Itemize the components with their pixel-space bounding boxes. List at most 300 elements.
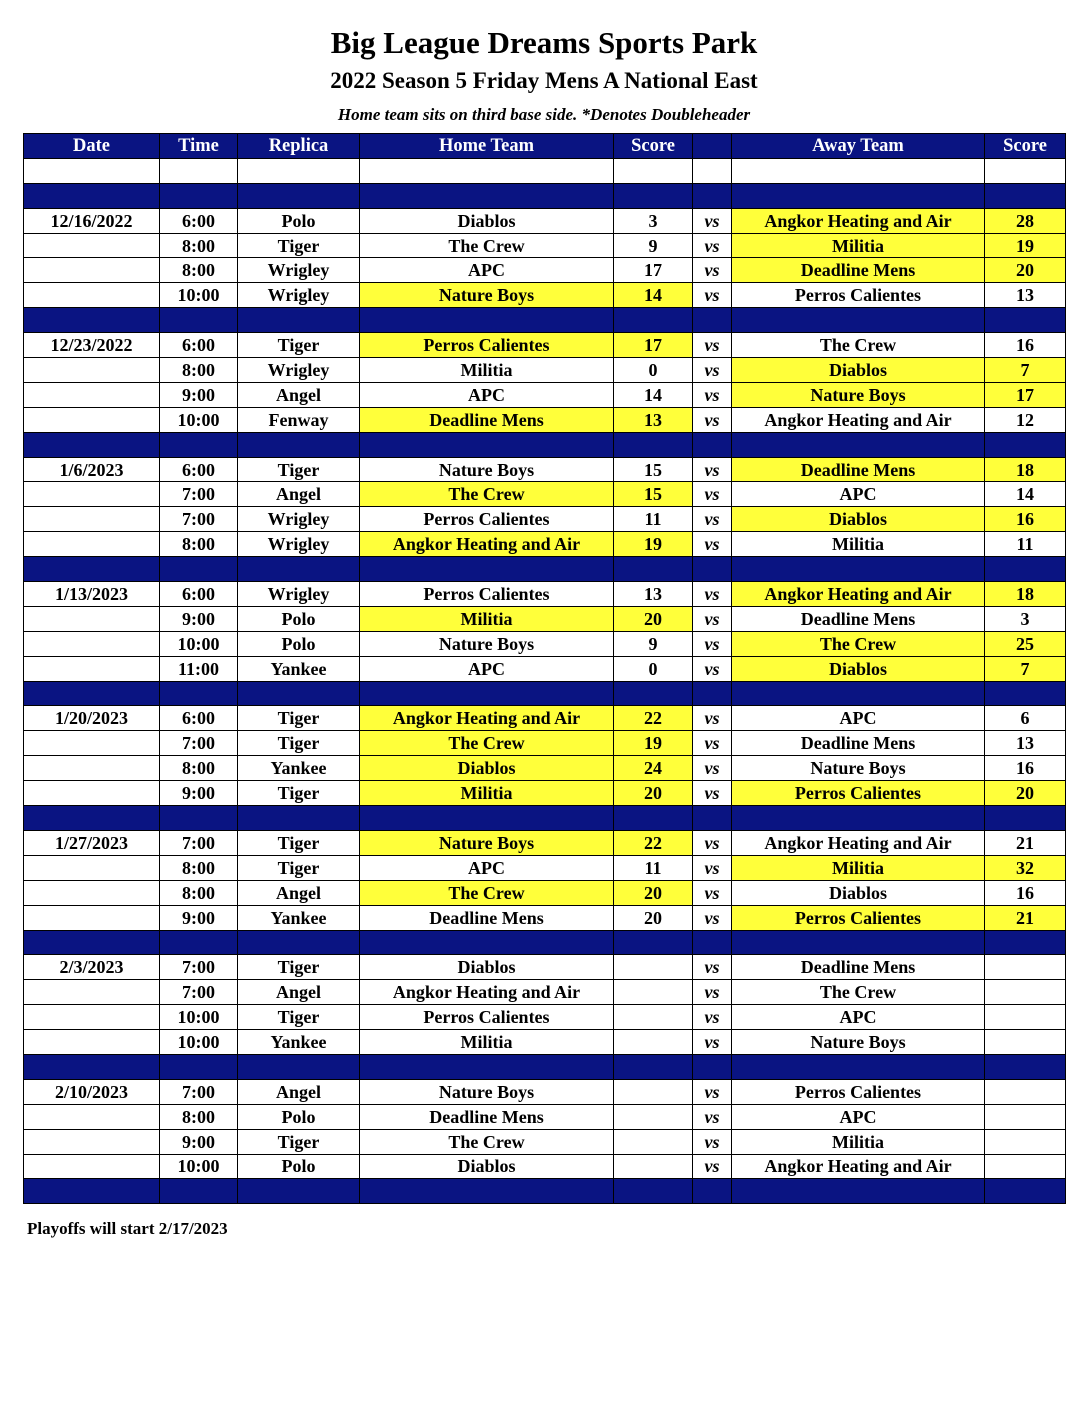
- home-team: Militia: [360, 606, 614, 631]
- game-row: [24, 706, 1066, 731]
- home-score: [614, 1030, 693, 1055]
- game-date: [24, 283, 160, 308]
- game-row: [24, 507, 1066, 532]
- game-time: 7:00: [160, 482, 238, 507]
- home-team: Angkor Heating and Air: [360, 706, 614, 731]
- game-time: 8:00: [160, 880, 238, 905]
- home-score: 24: [614, 756, 693, 781]
- separator-row: [24, 930, 1066, 955]
- vs-label: vs: [693, 955, 732, 980]
- game-field: Polo: [238, 1104, 360, 1129]
- home-team: Perros Calientes: [360, 1005, 614, 1030]
- home-team: Deadline Mens: [360, 1104, 614, 1129]
- home-score: 14: [614, 283, 693, 308]
- game-time: 7:00: [160, 731, 238, 756]
- home-team: Angkor Heating and Air: [360, 980, 614, 1005]
- game-time: 8:00: [160, 532, 238, 557]
- game-time: 8:00: [160, 756, 238, 781]
- game-time: 9:00: [160, 1129, 238, 1154]
- game-date: [24, 1104, 160, 1129]
- game-row: [24, 1005, 1066, 1030]
- vs-label: vs: [693, 905, 732, 930]
- game-time: 8:00: [160, 358, 238, 383]
- game-row: [24, 283, 1066, 308]
- vs-label: vs: [693, 358, 732, 383]
- vs-label: vs: [693, 1079, 732, 1104]
- game-field: Tiger: [238, 781, 360, 806]
- away-team: APC: [732, 1104, 985, 1129]
- game-date: [24, 855, 160, 880]
- home-score: 14: [614, 382, 693, 407]
- away-team: Diablos: [732, 656, 985, 681]
- away-team: Militia: [732, 855, 985, 880]
- game-field: Tiger: [238, 706, 360, 731]
- away-team: Deadline Mens: [732, 731, 985, 756]
- away-score: [985, 1079, 1066, 1104]
- away-score: 12: [985, 407, 1066, 432]
- game-field: Tiger: [238, 830, 360, 855]
- col-away-team-header: Away Team: [732, 134, 985, 159]
- home-team: Nature Boys: [360, 830, 614, 855]
- blank-row: [24, 158, 1066, 183]
- game-field: Tiger: [238, 333, 360, 358]
- game-date: 12/16/2022: [24, 208, 160, 233]
- away-score: 16: [985, 507, 1066, 532]
- home-team: The Crew: [360, 731, 614, 756]
- away-team: Angkor Heating and Air: [732, 407, 985, 432]
- separator-row: [24, 1054, 1066, 1079]
- game-time: 7:00: [160, 1079, 238, 1104]
- vs-label: vs: [693, 407, 732, 432]
- game-field: Fenway: [238, 407, 360, 432]
- game-date: 12/23/2022: [24, 333, 160, 358]
- home-team: APC: [360, 382, 614, 407]
- game-date: [24, 756, 160, 781]
- vs-label: vs: [693, 606, 732, 631]
- vs-label: vs: [693, 1005, 732, 1030]
- game-field: Tiger: [238, 955, 360, 980]
- home-team: Deadline Mens: [360, 407, 614, 432]
- home-team: Nature Boys: [360, 283, 614, 308]
- game-field: Yankee: [238, 756, 360, 781]
- game-field: Wrigley: [238, 258, 360, 283]
- home-score: [614, 1104, 693, 1129]
- away-score: 11: [985, 532, 1066, 557]
- game-date: [24, 258, 160, 283]
- game-row: [24, 656, 1066, 681]
- game-date: 1/13/2023: [24, 582, 160, 607]
- away-score: 18: [985, 582, 1066, 607]
- away-team: Diablos: [732, 880, 985, 905]
- game-date: 2/3/2023: [24, 955, 160, 980]
- home-score: 20: [614, 905, 693, 930]
- away-score: [985, 1030, 1066, 1055]
- away-score: 6: [985, 706, 1066, 731]
- away-team: Deadline Mens: [732, 457, 985, 482]
- game-row: [24, 980, 1066, 1005]
- away-score: 7: [985, 656, 1066, 681]
- home-score: 0: [614, 358, 693, 383]
- separator-row: [24, 432, 1066, 457]
- home-team: Militia: [360, 1030, 614, 1055]
- game-time: 10:00: [160, 283, 238, 308]
- away-team: Diablos: [732, 507, 985, 532]
- game-row: [24, 208, 1066, 233]
- home-team: Diablos: [360, 208, 614, 233]
- home-score: 3: [614, 208, 693, 233]
- away-team: The Crew: [732, 631, 985, 656]
- col-date-header: Date: [24, 134, 160, 159]
- away-team: Militia: [732, 1129, 985, 1154]
- game-field: Wrigley: [238, 582, 360, 607]
- game-time: 9:00: [160, 905, 238, 930]
- vs-label: vs: [693, 283, 732, 308]
- away-team: Nature Boys: [732, 756, 985, 781]
- schedule-table: [23, 133, 1066, 1204]
- home-score: [614, 1154, 693, 1179]
- page-subtitle: 2022 Season 5 Friday Mens A National East: [330, 68, 758, 93]
- home-score: 20: [614, 880, 693, 905]
- home-team: Diablos: [360, 955, 614, 980]
- playoffs-note: Playoffs will start 2/17/2023: [27, 1219, 228, 1238]
- game-field: Polo: [238, 631, 360, 656]
- separator-row: [24, 1179, 1066, 1204]
- game-time: 8:00: [160, 233, 238, 258]
- vs-label: vs: [693, 1154, 732, 1179]
- game-row: [24, 955, 1066, 980]
- game-time: 6:00: [160, 706, 238, 731]
- game-date: [24, 1129, 160, 1154]
- game-date: [24, 905, 160, 930]
- away-team: Angkor Heating and Air: [732, 582, 985, 607]
- game-time: 8:00: [160, 258, 238, 283]
- vs-label: vs: [693, 656, 732, 681]
- game-date: [24, 980, 160, 1005]
- home-team: The Crew: [360, 233, 614, 258]
- away-score: [985, 1005, 1066, 1030]
- away-team: Perros Calientes: [732, 283, 985, 308]
- vs-label: vs: [693, 208, 732, 233]
- vs-label: vs: [693, 1129, 732, 1154]
- vs-label: vs: [693, 258, 732, 283]
- home-score: 19: [614, 731, 693, 756]
- game-row: [24, 756, 1066, 781]
- away-score: 19: [985, 233, 1066, 258]
- home-score: 15: [614, 482, 693, 507]
- game-field: Tiger: [238, 457, 360, 482]
- away-team: Militia: [732, 233, 985, 258]
- away-score: [985, 955, 1066, 980]
- game-row: [24, 457, 1066, 482]
- vs-label: vs: [693, 731, 732, 756]
- game-time: 6:00: [160, 208, 238, 233]
- away-score: 21: [985, 905, 1066, 930]
- home-score: 13: [614, 407, 693, 432]
- game-row: [24, 233, 1066, 258]
- vs-label: vs: [693, 1104, 732, 1129]
- vs-label: vs: [693, 333, 732, 358]
- game-time: 6:00: [160, 333, 238, 358]
- vs-label: vs: [693, 980, 732, 1005]
- game-time: 11:00: [160, 656, 238, 681]
- game-time: 7:00: [160, 980, 238, 1005]
- game-time: 8:00: [160, 855, 238, 880]
- game-time: 9:00: [160, 382, 238, 407]
- separator-row: [24, 308, 1066, 333]
- away-score: 20: [985, 781, 1066, 806]
- vs-label: vs: [693, 781, 732, 806]
- game-row: [24, 631, 1066, 656]
- vs-label: vs: [693, 582, 732, 607]
- game-row: [24, 855, 1066, 880]
- home-team: The Crew: [360, 1129, 614, 1154]
- home-team: Nature Boys: [360, 1079, 614, 1104]
- vs-label: vs: [693, 756, 732, 781]
- col-away-score-header: Score: [985, 134, 1066, 159]
- game-row: [24, 1030, 1066, 1055]
- game-date: [24, 880, 160, 905]
- vs-label: vs: [693, 706, 732, 731]
- home-team: Diablos: [360, 1154, 614, 1179]
- away-score: 32: [985, 855, 1066, 880]
- away-team: Angkor Heating and Air: [732, 208, 985, 233]
- game-field: Yankee: [238, 656, 360, 681]
- game-field: Polo: [238, 1154, 360, 1179]
- away-team: APC: [732, 706, 985, 731]
- away-score: 3: [985, 606, 1066, 631]
- home-score: [614, 955, 693, 980]
- home-team: Militia: [360, 358, 614, 383]
- game-field: Wrigley: [238, 358, 360, 383]
- game-time: 6:00: [160, 457, 238, 482]
- home-team: Perros Calientes: [360, 582, 614, 607]
- game-row: [24, 606, 1066, 631]
- game-field: Angel: [238, 382, 360, 407]
- separator-row: [24, 681, 1066, 706]
- away-score: [985, 1129, 1066, 1154]
- game-row: [24, 880, 1066, 905]
- home-score: [614, 1129, 693, 1154]
- separator-row: [24, 806, 1066, 831]
- game-time: 7:00: [160, 830, 238, 855]
- game-time: 7:00: [160, 507, 238, 532]
- vs-label: vs: [693, 532, 732, 557]
- away-score: 18: [985, 457, 1066, 482]
- away-score: 13: [985, 283, 1066, 308]
- away-team: Diablos: [732, 358, 985, 383]
- vs-label: vs: [693, 855, 732, 880]
- game-field: Tiger: [238, 855, 360, 880]
- away-team: The Crew: [732, 333, 985, 358]
- home-team: The Crew: [360, 880, 614, 905]
- game-row: [24, 1154, 1066, 1179]
- game-field: Angel: [238, 980, 360, 1005]
- game-field: Angel: [238, 482, 360, 507]
- away-score: 13: [985, 731, 1066, 756]
- home-team: Perros Calientes: [360, 507, 614, 532]
- home-score: 13: [614, 582, 693, 607]
- vs-label: vs: [693, 382, 732, 407]
- game-date: [24, 656, 160, 681]
- game-row: [24, 1129, 1066, 1154]
- game-row: [24, 258, 1066, 283]
- game-date: [24, 507, 160, 532]
- home-team: APC: [360, 855, 614, 880]
- game-row: [24, 905, 1066, 930]
- away-score: [985, 1104, 1066, 1129]
- vs-label: vs: [693, 1030, 732, 1055]
- game-time: 10:00: [160, 1005, 238, 1030]
- game-field: Tiger: [238, 1129, 360, 1154]
- home-score: 11: [614, 855, 693, 880]
- game-time: 10:00: [160, 1030, 238, 1055]
- away-score: 21: [985, 830, 1066, 855]
- game-time: 10:00: [160, 407, 238, 432]
- home-team: APC: [360, 258, 614, 283]
- home-score: 11: [614, 507, 693, 532]
- away-team: APC: [732, 482, 985, 507]
- away-score: 17: [985, 382, 1066, 407]
- game-date: [24, 233, 160, 258]
- game-row: [24, 482, 1066, 507]
- game-date: [24, 1154, 160, 1179]
- home-score: 15: [614, 457, 693, 482]
- game-row: [24, 333, 1066, 358]
- away-team: Deadline Mens: [732, 606, 985, 631]
- game-date: [24, 1005, 160, 1030]
- away-team: APC: [732, 1005, 985, 1030]
- away-team: Perros Calientes: [732, 781, 985, 806]
- col-home-team-header: Home Team: [360, 134, 614, 159]
- game-row: [24, 407, 1066, 432]
- game-field: Angel: [238, 1079, 360, 1104]
- vs-label: vs: [693, 631, 732, 656]
- game-row: [24, 1104, 1066, 1129]
- game-date: [24, 407, 160, 432]
- home-team: Militia: [360, 781, 614, 806]
- game-date: [24, 1030, 160, 1055]
- home-score: 22: [614, 706, 693, 731]
- game-field: Yankee: [238, 1030, 360, 1055]
- game-date: [24, 631, 160, 656]
- home-team: Angkor Heating and Air: [360, 532, 614, 557]
- home-score: 19: [614, 532, 693, 557]
- away-score: 16: [985, 756, 1066, 781]
- game-row: [24, 358, 1066, 383]
- game-time: 9:00: [160, 606, 238, 631]
- away-score: 14: [985, 482, 1066, 507]
- away-score: 7: [985, 358, 1066, 383]
- away-team: The Crew: [732, 980, 985, 1005]
- home-score: 17: [614, 258, 693, 283]
- away-team: Militia: [732, 532, 985, 557]
- game-row: [24, 1079, 1066, 1104]
- game-date: [24, 532, 160, 557]
- game-field: Tiger: [238, 1005, 360, 1030]
- home-score: 9: [614, 233, 693, 258]
- col-vs-header: [693, 134, 732, 159]
- game-field: Tiger: [238, 233, 360, 258]
- away-score: 28: [985, 208, 1066, 233]
- game-field: Wrigley: [238, 532, 360, 557]
- game-date: [24, 358, 160, 383]
- col-replica-header: Replica: [238, 134, 360, 159]
- game-field: Yankee: [238, 905, 360, 930]
- vs-label: vs: [693, 830, 732, 855]
- game-field: Tiger: [238, 731, 360, 756]
- col-home-score-header: Score: [614, 134, 693, 159]
- separator-row: [24, 183, 1066, 208]
- game-time: 6:00: [160, 582, 238, 607]
- game-time: 8:00: [160, 1104, 238, 1129]
- home-team: Deadline Mens: [360, 905, 614, 930]
- home-team: APC: [360, 656, 614, 681]
- game-date: 1/6/2023: [24, 457, 160, 482]
- home-team: Perros Calientes: [360, 333, 614, 358]
- home-score: 9: [614, 631, 693, 656]
- vs-label: vs: [693, 880, 732, 905]
- home-score: 20: [614, 606, 693, 631]
- game-row: [24, 532, 1066, 557]
- away-score: [985, 980, 1066, 1005]
- game-time: 9:00: [160, 781, 238, 806]
- game-date: [24, 382, 160, 407]
- game-row: [24, 731, 1066, 756]
- away-score: 16: [985, 333, 1066, 358]
- game-date: 2/10/2023: [24, 1079, 160, 1104]
- game-row: [24, 582, 1066, 607]
- away-score: 20: [985, 258, 1066, 283]
- game-date: 1/27/2023: [24, 830, 160, 855]
- home-team: Diablos: [360, 756, 614, 781]
- home-score: 17: [614, 333, 693, 358]
- away-score: 25: [985, 631, 1066, 656]
- game-field: Angel: [238, 880, 360, 905]
- game-row: [24, 382, 1066, 407]
- home-team-note: Home team sits on third base side. *Denotes Doubleheader: [337, 105, 751, 124]
- separator-row: [24, 557, 1066, 582]
- away-team: Deadline Mens: [732, 258, 985, 283]
- vs-label: vs: [693, 457, 732, 482]
- page-title: Big League Dreams Sports Park: [330, 25, 758, 60]
- game-date: 1/20/2023: [24, 706, 160, 731]
- game-date: [24, 482, 160, 507]
- away-team: Perros Calientes: [732, 1079, 985, 1104]
- away-team: Angkor Heating and Air: [732, 830, 985, 855]
- home-score: 22: [614, 830, 693, 855]
- game-date: [24, 781, 160, 806]
- vs-label: vs: [693, 482, 732, 507]
- game-field: Wrigley: [238, 283, 360, 308]
- game-field: Polo: [238, 606, 360, 631]
- away-team: Nature Boys: [732, 1030, 985, 1055]
- home-score: 20: [614, 781, 693, 806]
- vs-label: vs: [693, 233, 732, 258]
- home-score: 0: [614, 656, 693, 681]
- game-field: Wrigley: [238, 507, 360, 532]
- game-field: Polo: [238, 208, 360, 233]
- away-team: Deadline Mens: [732, 955, 985, 980]
- game-row: [24, 830, 1066, 855]
- home-score: [614, 1079, 693, 1104]
- vs-label: vs: [693, 507, 732, 532]
- away-score: 16: [985, 880, 1066, 905]
- game-time: 7:00: [160, 955, 238, 980]
- col-time-header: Time: [160, 134, 238, 159]
- game-time: 10:00: [160, 1154, 238, 1179]
- home-team: The Crew: [360, 482, 614, 507]
- away-score: [985, 1154, 1066, 1179]
